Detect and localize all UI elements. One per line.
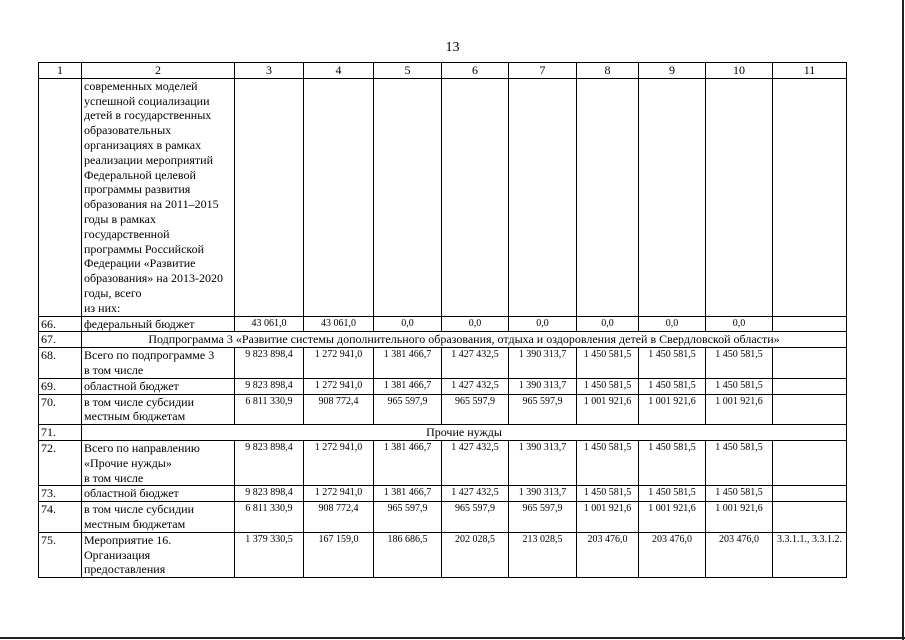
value-cell: 1 272 941,0 xyxy=(304,486,374,502)
column-header: 9 xyxy=(639,63,706,79)
row-number: 73. xyxy=(39,486,82,502)
value-cell: 965 597,9 xyxy=(442,502,509,533)
row-name xyxy=(82,486,235,502)
row-name-line: в том числе субсидии xyxy=(84,502,195,517)
table-row xyxy=(39,502,847,533)
value-cell: 1 450 581,5 xyxy=(706,440,773,485)
section-title: Подпрограмма 3 «Развитие системы дополнительного образования, отдыха и оздоровления детей в Свердловской области» xyxy=(82,332,847,348)
table-body xyxy=(39,63,847,578)
column-header: 7 xyxy=(509,63,577,79)
value-cell: 1 001 921,6 xyxy=(706,394,773,425)
row-name-line: образования» на 2013-2020 xyxy=(84,271,224,286)
column-header: 3 xyxy=(235,63,304,79)
row-number: 71. xyxy=(39,425,82,441)
value-cell: 1 390 313,7 xyxy=(509,486,577,502)
value-cell: 43 061,0 xyxy=(235,316,304,332)
value-cell: 1 001 921,6 xyxy=(577,502,639,533)
row-number: 66. xyxy=(39,316,82,332)
column-header: 4 xyxy=(304,63,374,79)
value-cell: 6 811 330,9 xyxy=(235,394,304,425)
value-cell: 0,0 xyxy=(374,316,442,332)
value-cell: 1 450 581,5 xyxy=(639,486,706,502)
value-cell xyxy=(374,78,442,316)
value-cell: 202 028,5 xyxy=(442,532,509,577)
value-cell: 1 381 466,7 xyxy=(374,440,442,485)
value-cell: 186 686,5 xyxy=(374,532,442,577)
value-cell: 1 272 941,0 xyxy=(304,348,374,379)
row-name xyxy=(82,394,235,425)
row-name-line: годы, всего xyxy=(84,285,142,300)
value-cell: 0,0 xyxy=(442,316,509,332)
value-cell: 1 450 581,5 xyxy=(577,486,639,502)
value-cell: 1 272 941,0 xyxy=(304,440,374,485)
value-cell: 965 597,9 xyxy=(509,394,577,425)
target-code-cell xyxy=(773,316,847,332)
value-cell: 9 823 898,4 xyxy=(235,440,304,485)
value-cell: 1 450 581,5 xyxy=(706,348,773,379)
row-name-line: детей в государственных xyxy=(84,108,212,123)
value-cell: 1 450 581,5 xyxy=(577,378,639,394)
table-row xyxy=(39,378,847,394)
row-number: 70. xyxy=(39,394,82,425)
value-cell: 1 381 466,7 xyxy=(374,486,442,502)
value-cell: 1 427 432,5 xyxy=(442,440,509,485)
value-cell: 1 450 581,5 xyxy=(639,378,706,394)
column-header: 11 xyxy=(773,63,847,79)
column-header: 5 xyxy=(374,63,442,79)
value-cell: 167 159,0 xyxy=(304,532,374,577)
row-number: 69. xyxy=(39,378,82,394)
row-name-line: Всего по направлению xyxy=(84,440,200,455)
value-cell: 0,0 xyxy=(706,316,773,332)
page-number: 13 xyxy=(445,40,460,55)
target-code-cell xyxy=(773,486,847,502)
value-cell: 1 450 581,5 xyxy=(577,440,639,485)
value-cell: 203 476,0 xyxy=(639,532,706,577)
row-name xyxy=(82,378,235,394)
row-name-line: Мероприятие 16. xyxy=(84,532,172,547)
value-cell xyxy=(639,78,706,316)
row-name-line: в том числе xyxy=(84,470,144,485)
row-name-line: реализации мероприятий xyxy=(84,152,214,167)
row-number: 72. xyxy=(39,440,82,485)
value-cell: 1 450 581,5 xyxy=(639,348,706,379)
value-cell xyxy=(442,78,509,316)
value-cell: 1 381 466,7 xyxy=(374,378,442,394)
column-header: 1 xyxy=(39,63,82,79)
value-cell xyxy=(235,78,304,316)
header-row xyxy=(39,63,847,79)
row-name-line: успешной социализации xyxy=(84,93,210,108)
value-cell: 9 823 898,4 xyxy=(235,348,304,379)
value-cell: 1 379 330,5 xyxy=(235,532,304,577)
row-name-line: программы развития xyxy=(84,182,191,197)
row-name-line: областной бюджет xyxy=(84,486,179,501)
section-title: Прочие нужды xyxy=(82,425,847,441)
row-name-line: в том числе субсидии xyxy=(84,394,195,409)
row-name-line: Федерации «Развитие xyxy=(84,256,196,271)
value-cell: 1 450 581,5 xyxy=(706,486,773,502)
table-row xyxy=(39,440,847,485)
value-cell: 0,0 xyxy=(509,316,577,332)
value-cell: 6 811 330,9 xyxy=(235,502,304,533)
table-row xyxy=(39,78,847,316)
value-cell xyxy=(706,78,773,316)
target-code-cell: 3.3.1.1., 3.3.1.2. xyxy=(773,532,847,577)
value-cell: 1 001 921,6 xyxy=(639,502,706,533)
row-name-line: из них: xyxy=(84,300,121,315)
target-code-cell xyxy=(773,348,847,379)
row-number: 68. xyxy=(39,348,82,379)
value-cell: 0,0 xyxy=(577,316,639,332)
target-code-cell xyxy=(773,502,847,533)
value-cell xyxy=(509,78,577,316)
value-cell: 965 597,9 xyxy=(374,502,442,533)
table-row xyxy=(39,316,847,332)
table-row xyxy=(39,332,847,348)
row-name-line: областной бюджет xyxy=(84,378,179,393)
value-cell xyxy=(577,78,639,316)
column-header: 2 xyxy=(82,63,235,79)
row-name-line: в том числе xyxy=(84,362,144,377)
target-code-cell xyxy=(773,440,847,485)
value-cell: 1 450 581,5 xyxy=(639,440,706,485)
row-name-line: Федеральной целевой xyxy=(84,167,196,182)
row-name-line: организациях в рамках xyxy=(84,137,202,152)
value-cell: 203 476,0 xyxy=(706,532,773,577)
value-cell: 1 427 432,5 xyxy=(442,486,509,502)
row-name xyxy=(82,348,235,379)
table-row xyxy=(39,394,847,425)
row-name xyxy=(82,78,235,316)
budget-table xyxy=(38,62,847,578)
value-cell: 1 272 941,0 xyxy=(304,378,374,394)
row-name-line: Организация xyxy=(84,547,151,562)
row-name xyxy=(82,532,235,577)
row-name-line: местным бюджетам xyxy=(84,409,186,424)
page-edge-right xyxy=(902,0,904,640)
column-header: 10 xyxy=(706,63,773,79)
column-header: 6 xyxy=(442,63,509,79)
value-cell: 1 001 921,6 xyxy=(577,394,639,425)
target-code-cell xyxy=(773,78,847,316)
value-cell: 0,0 xyxy=(639,316,706,332)
row-name-line: программы Российской xyxy=(84,241,205,256)
value-cell: 43 061,0 xyxy=(304,316,374,332)
row-name-line: современных моделей xyxy=(84,78,198,93)
row-name-line: годы в рамках xyxy=(84,211,157,226)
value-cell: 1 427 432,5 xyxy=(442,378,509,394)
table-row xyxy=(39,486,847,502)
target-code-cell xyxy=(773,394,847,425)
column-header: 8 xyxy=(577,63,639,79)
value-cell: 1 427 432,5 xyxy=(442,348,509,379)
value-cell: 1 001 921,6 xyxy=(639,394,706,425)
value-cell: 213 028,5 xyxy=(509,532,577,577)
row-name-line: государственной xyxy=(84,226,170,241)
value-cell: 1 001 921,6 xyxy=(706,502,773,533)
value-cell: 9 823 898,4 xyxy=(235,378,304,394)
row-name xyxy=(82,440,235,485)
row-number: 67. xyxy=(39,332,82,348)
value-cell: 203 476,0 xyxy=(577,532,639,577)
table-row xyxy=(39,348,847,379)
row-name-line: «Прочие нужды» xyxy=(84,455,172,470)
value-cell: 965 597,9 xyxy=(509,502,577,533)
row-name-line: федеральный бюджет xyxy=(84,316,195,331)
value-cell: 908 772,4 xyxy=(304,394,374,425)
value-cell: 1 450 581,5 xyxy=(577,348,639,379)
row-name xyxy=(82,502,235,533)
value-cell: 1 381 466,7 xyxy=(374,348,442,379)
row-name-line: образовательных xyxy=(84,123,172,138)
value-cell: 965 597,9 xyxy=(374,394,442,425)
value-cell: 9 823 898,4 xyxy=(235,486,304,502)
table-row xyxy=(39,532,847,577)
value-cell: 1 390 313,7 xyxy=(509,348,577,379)
value-cell: 965 597,9 xyxy=(442,394,509,425)
row-name-line: предоставления xyxy=(84,562,166,577)
row-name xyxy=(82,316,235,332)
row-name-line: Всего по подпрограмме 3 xyxy=(84,348,215,363)
value-cell: 1 390 313,7 xyxy=(509,378,577,394)
table-row xyxy=(39,425,847,441)
row-name-line: образования на 2011–2015 xyxy=(84,197,219,212)
value-cell: 1 450 581,5 xyxy=(706,378,773,394)
page-edge-bottom xyxy=(0,637,905,639)
value-cell xyxy=(304,78,374,316)
value-cell: 1 390 313,7 xyxy=(509,440,577,485)
row-number: 75. xyxy=(39,532,82,577)
row-number xyxy=(39,78,82,316)
row-name-line: местным бюджетам xyxy=(84,516,186,531)
value-cell: 908 772,4 xyxy=(304,502,374,533)
row-number: 74. xyxy=(39,502,82,533)
target-code-cell xyxy=(773,378,847,394)
